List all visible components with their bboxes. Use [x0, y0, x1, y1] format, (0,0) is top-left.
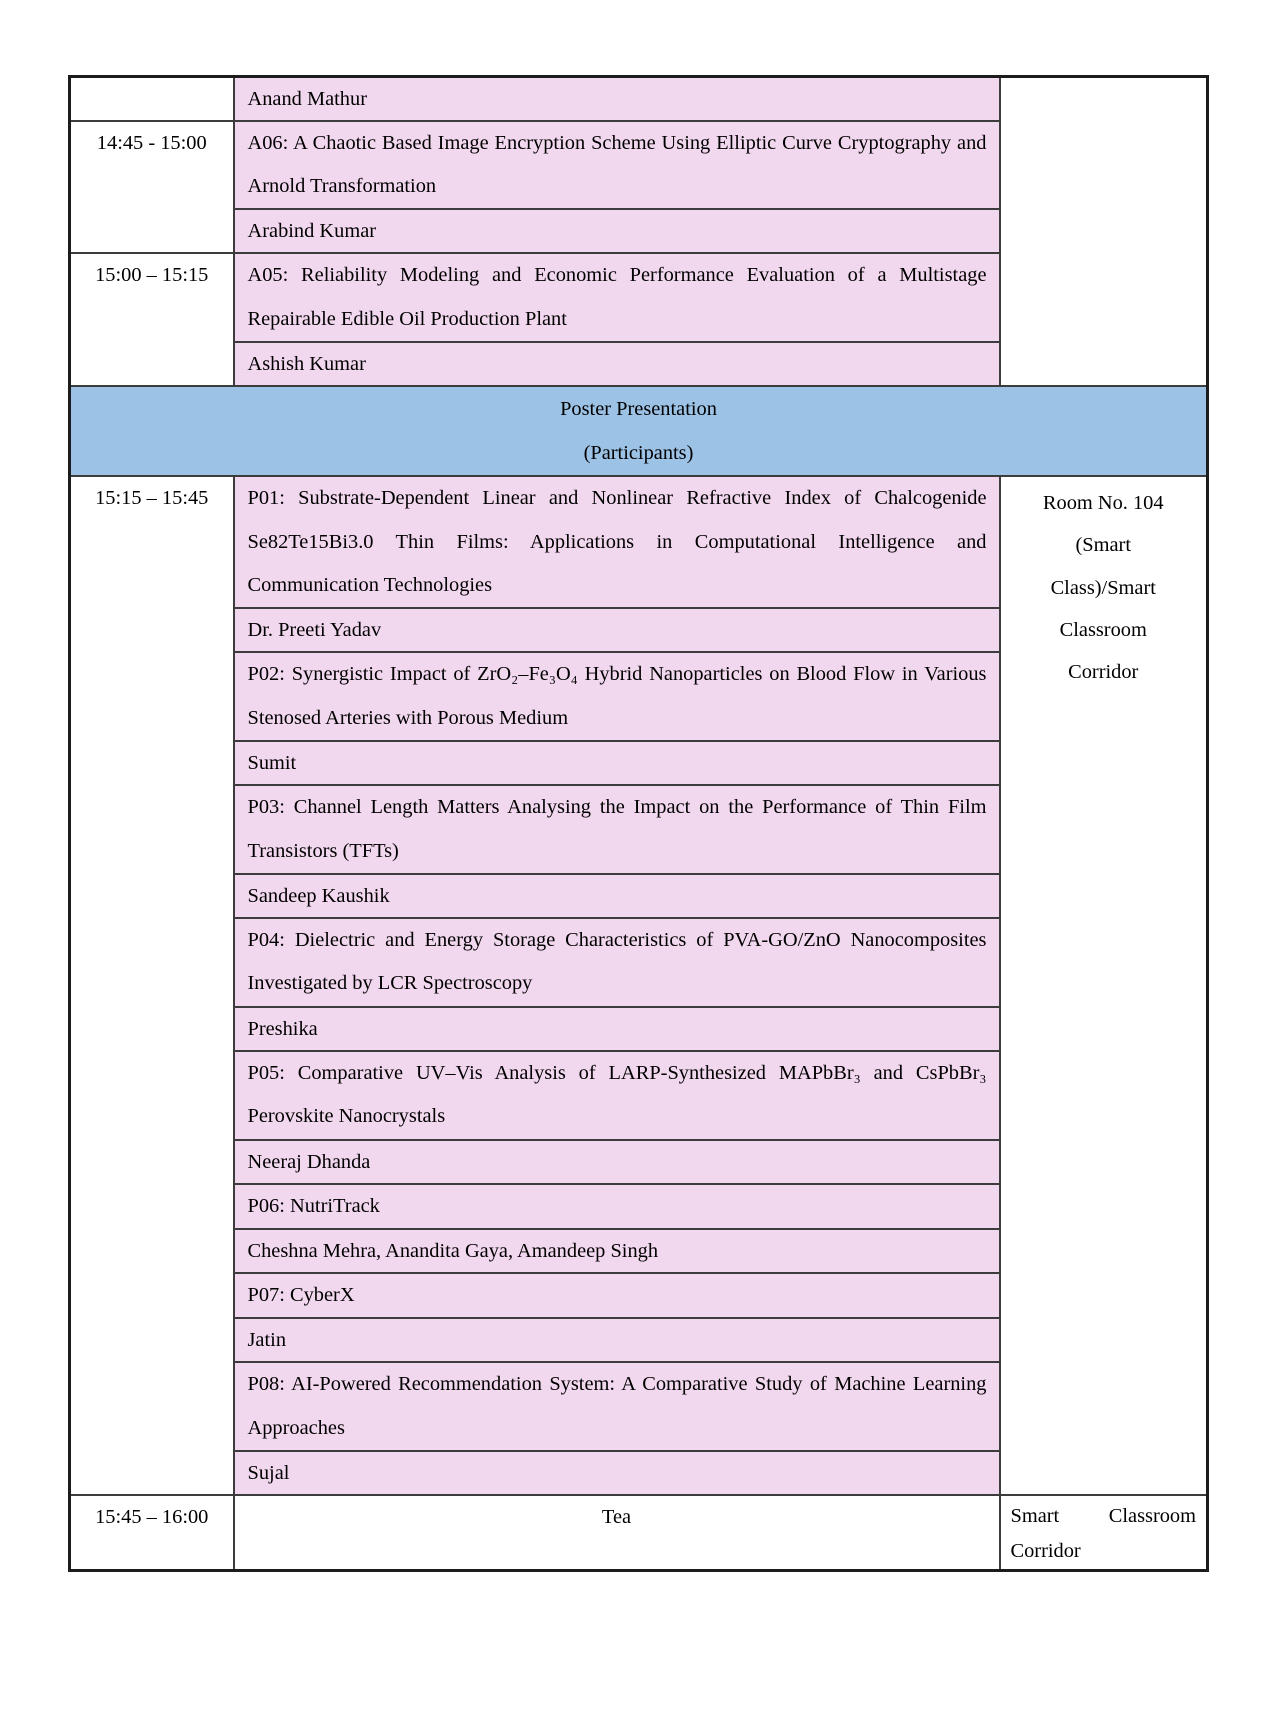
tea-row: [70, 1495, 1208, 1571]
title-cell: P03: Channel Length Matters Analysing the Impact on the Performance of Thin Film Transistors (TFTs): [234, 785, 1000, 874]
time-cell: 15:00 – 15:15: [70, 253, 234, 386]
presenter-cell: Preshika: [234, 1007, 1000, 1051]
title-cell: P04: Dielectric and Energy Storage Characteristics of PVA-GO/ZnO Nanocomposites Investigated by LCR Spectroscopy: [234, 918, 1000, 1007]
time-cell: 15:15 – 15:45: [70, 476, 234, 1495]
title-cell: P01: Substrate-Dependent Linear and Nonlinear Refractive Index of Chalcogenide Se82Te15Bi3.0 Thin Films: Applications in Computational Intelligence and Communication Technologies: [234, 476, 1000, 608]
title-cell: A05: Reliability Modeling and Economic Performance Evaluation of a Multistage Repairable Edible Oil Production Plant: [234, 253, 1000, 342]
presenter-cell: Anand Mathur: [234, 77, 1000, 121]
title-cell: P06: NutriTrack: [234, 1184, 1000, 1229]
schedule-table: [68, 75, 1209, 1572]
table-row: [70, 386, 1208, 476]
time-cell-empty: [70, 77, 234, 121]
table-row: [70, 77, 1208, 121]
poster-banner-cell: [70, 386, 1208, 476]
room-line: Corridor: [1068, 661, 1139, 684]
table-row: [70, 476, 1208, 608]
title-cell: A06: A Chaotic Based Image Encryption Scheme Using Elliptic Curve Cryptography and Arnold Transformation: [234, 121, 1000, 210]
presenter-cell: Neeraj Dhanda: [234, 1140, 1000, 1184]
time-cell: 15:45 – 16:00: [70, 1495, 234, 1571]
presenter-cell: Sujal: [234, 1451, 1000, 1495]
room-cell: [1000, 476, 1208, 1495]
time-cell: 14:45 - 15:00: [70, 121, 234, 254]
tea-label-cell: Tea: [234, 1495, 1000, 1571]
room-line: Room No. 104: [1042, 492, 1164, 515]
presenter-cell: Sumit: [234, 741, 1000, 785]
room-cell: Smart Classroom Corridor: [1000, 1495, 1208, 1571]
room-line: Class)/Smart: [1050, 576, 1156, 599]
title-cell: P02: Synergistic Impact of ZrO₂–Fe₃O₄ Hybrid Nanoparticles on Blood Flow in Various Stenosed Arteries with Porous Medium: [234, 652, 1000, 741]
presenter-cell: Sandeep Kaushik: [234, 874, 1000, 918]
title-cell: P07: CyberX: [234, 1273, 1000, 1318]
presenter-cell: Dr. Preeti Yadav: [234, 608, 1000, 652]
room-line: Classroom: [1059, 619, 1147, 642]
title-cell: P08: AI-Powered Recommendation System: A Comparative Study of Machine Learning Approaches: [234, 1362, 1000, 1451]
title-cell: P05: Comparative UV–Vis Analysis of LARP-Synthesized MAPbBr₃ and CsPbBr₃ Perovskite Nanocrystals: [234, 1051, 1000, 1140]
banner-line-2: (Participants): [583, 442, 694, 465]
presenter-cell: Cheshna Mehra, Anandita Gaya, Amandeep Singh: [234, 1229, 1000, 1273]
presenter-cell: Ashish Kumar: [234, 342, 1000, 386]
room-cell-empty: [1000, 77, 1208, 387]
presenter-cell: Arabind Kumar: [234, 209, 1000, 253]
banner-line-1: Poster Presentation: [560, 398, 717, 421]
room-line: (Smart: [1075, 534, 1131, 557]
presenter-cell: Jatin: [234, 1318, 1000, 1362]
